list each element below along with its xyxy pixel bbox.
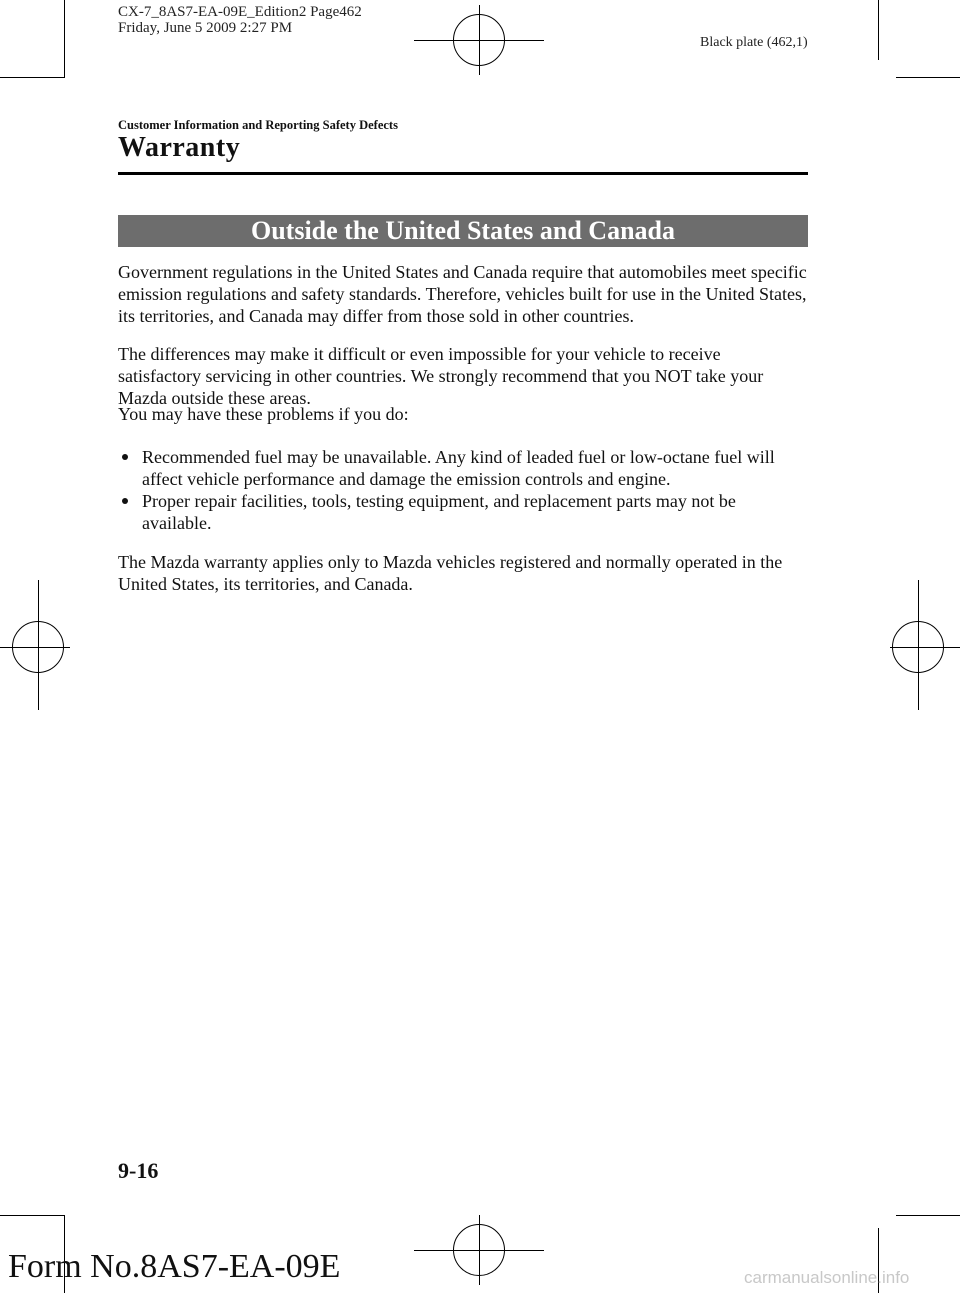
crop-mark <box>896 1215 960 1216</box>
print-info-line: Friday, June 5 2009 2:27 PM <box>118 20 293 36</box>
title-divider <box>118 172 808 175</box>
paragraph: The differences may make it difficult or even impossible for your vehicle to receive satisfactory servicing in other countries. We strongly recommend that you NOT take your Mazda outside these areas. <box>118 344 764 408</box>
list-item <box>118 446 808 490</box>
registration-circle <box>453 14 505 66</box>
section-heading: Outside the United States and Canada <box>118 215 808 247</box>
bullet-icon <box>122 498 128 504</box>
crop-mark <box>0 1215 64 1216</box>
list-item-text: Proper repair facilities, tools, testing equipment, and replacement parts may not be available. <box>142 491 736 533</box>
crop-mark <box>878 0 879 60</box>
crop-mark <box>64 0 65 78</box>
paragraph: The Mazda warranty applies only to Mazda vehicles registered and normally operated in the United States, its territories, and Canada. <box>118 552 783 594</box>
form-number: Form No.8AS7-EA-09E <box>8 1248 341 1285</box>
crop-mark <box>0 77 64 78</box>
list-item <box>118 490 808 534</box>
watermark: carmanualsonline.info <box>744 1268 910 1287</box>
print-info <box>118 4 362 36</box>
registration-circle <box>453 1224 505 1276</box>
list-item-text: Recommended fuel may be unavailable. Any kind of leaded fuel or low-octane fuel will affect vehicle performance and damage the emission controls and engine. <box>142 447 775 489</box>
registration-circle <box>892 621 944 673</box>
page-number: 9-16 <box>118 1158 159 1183</box>
bullet-list <box>118 446 808 534</box>
paragraph: You may have these problems if you do: <box>118 404 409 424</box>
registration-circle <box>12 621 64 673</box>
plate-label: Black plate (462,1) <box>700 35 808 50</box>
crop-mark <box>896 77 960 78</box>
breadcrumb: Customer Information and Reporting Safety Defects <box>118 118 398 132</box>
page-title: Warranty <box>118 132 241 163</box>
paragraph: Government regulations in the United States and Canada require that automobiles meet specific emission regulations and safety standards. Therefore, vehicles built for use in the United States, its territories, and Canada may differ from those sold in other countries. <box>118 262 807 326</box>
bullet-icon <box>122 454 128 460</box>
print-info-line: CX-7_8AS7-EA-09E_Edition2 Page462 <box>118 4 362 20</box>
